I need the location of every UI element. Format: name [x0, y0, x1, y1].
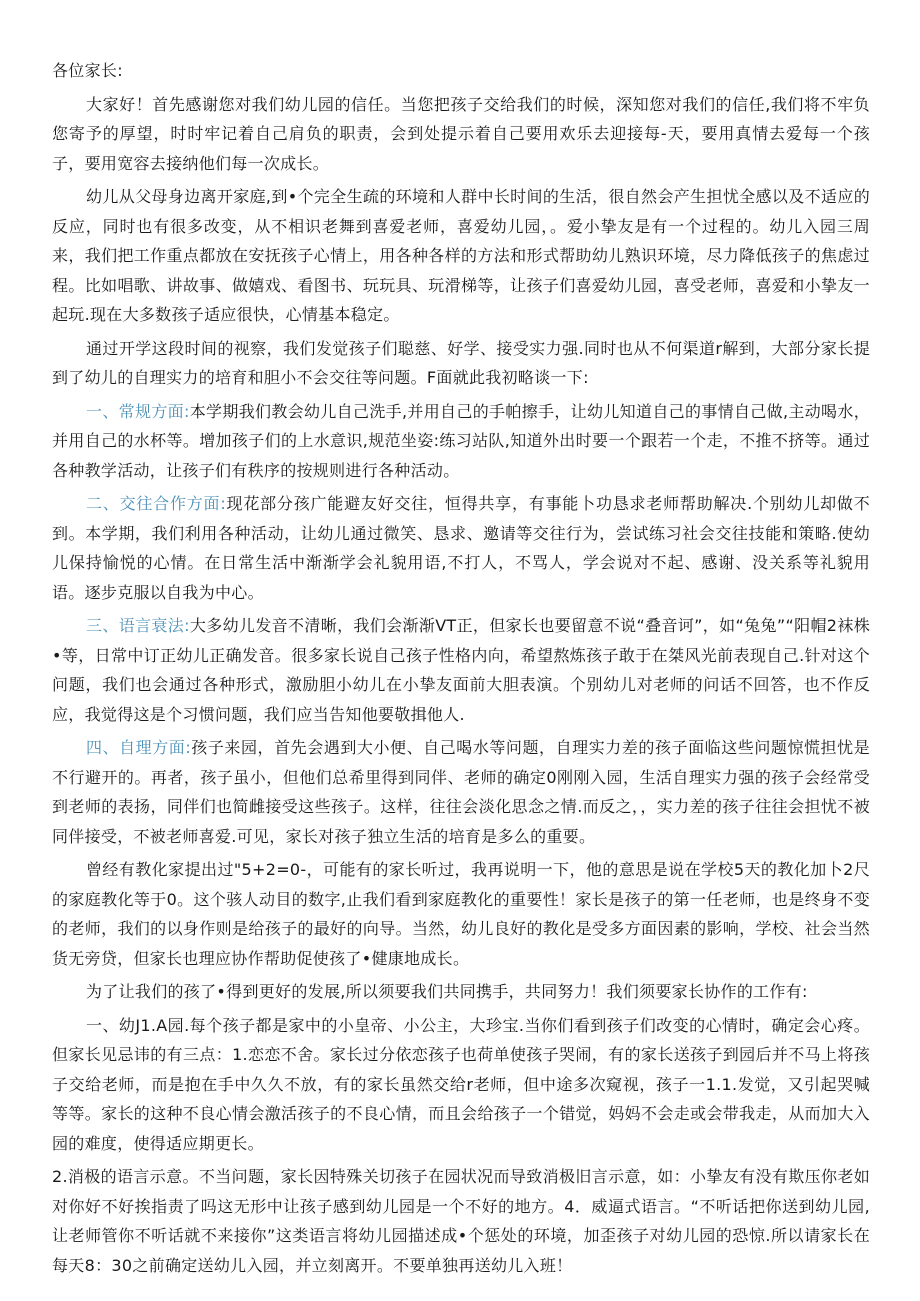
section-social	[52, 489, 870, 607]
section-language-heading: 三、语言衰法:	[86, 616, 190, 635]
paragraph-negative-hints: 2.消极的语言示意。不当问题，家长因特殊关切孩子在园状况而导致消极旧言示意，如：小挚友有没有欺压你老如对你好不好挨指责了吗这无形中让孩子感到幼儿园是一个不好的地方。4．威逼式语言。“不听话把你送到幼儿园,让老师管你不听话就不来接你”这类语言将幼儿园描述成•个惩处的环境，加歪孩子对幼儿园的恐惊.所以请家长在每天8：30之前确定送幼儿入园，并立刻离开。不要单独再送幼儿入班！	[52, 1167, 870, 1275]
paragraph-education: 曾经有教化家提出过"5+2=0-，可能有的家长听过，我再说明一下，他的意思是说在学校5天的教化加卜2尺的家庭教化等于0。这个骇人动目的数字,止我们看到家庭教化的重要性！家长是孩子的第一任老师，也是终身不变的老师，我们的以身作则是给孩子的最好的向导。当然，幼儿良好的教化是受多方面因素的影响，学校、社会当然货无旁贷，但家长也理应协作帮助促使孩了•健康地成长。	[52, 860, 870, 968]
paragraph-entry: 一、幼J1.A园.每个孩子都是家中的小皇帝、小公主，大珍宝.当你们看到孩子们改变的心情时，确定会心疼。但家长见忌讳的有三点：1.恋恋不舍。家长过分依恋孩子也荷单使孩子哭闹，有的家长送孩子到园后并不马上将孩子交给老师，而是抱在手中久久不放，有的家长虽然交给r老师，但中途多次窥视，孩子一1.1.发觉，又引起哭喊等等。家长的这种不良心情会激活孩子的不良心情，而且会给孩子一个错觉，妈妈不会走或会带我走，从而加大入园的难度，使得适应期更长。	[52, 1015, 870, 1153]
section-language	[52, 611, 870, 729]
section-routine-body: 本学期我们教会幼儿自己洗手,并用自己的手帕擦手，让幼儿知道自己的事情自己做,主动喝水，并用自己的水杯等。增加孩子们的上水意识,规范坐姿:练习站队,知道外出时要一个跟若一个走，不推不挤等。通过各种教学活动，让孩子们有秩序的按规则进行各种活动。	[52, 401, 870, 480]
paragraph-greeting: 大家好！首先感谢您对我们幼儿园的信任。当您把孩子交给我们的时候，深知您对我们的信任,我们将不牢负您寄予的厚望，时时牢记着自己肩负的职责，会到处提示着自己要用欢乐去迎接每-天，要用真情去爱每一个孩子，要用宽容去接纳他们每一次成长。	[52, 94, 870, 173]
section-routine	[52, 397, 870, 486]
salutation: 各位家长:	[52, 61, 123, 80]
section-social-body: 现花部分孩广能避友好交往，恒得共享，有事能卜功恳求老师帮助解决.个别幼儿却做不到。本学期，我们利用各种活动，让幼儿通过微笑、恳求、邀请等交往行为，尝试练习社会交往技能和策略.使幼儿保持愉悦的心情。在日常生活中渐渐学会礼貌用语,不打人，不骂人，学会说对不起、感谢、没关系等礼貌用语。逐步克服以自我为中心。	[52, 494, 870, 602]
paragraph-observation: 通过开学这段时间的视察，我们发觉孩子们聪慈、好学、接受实力强.同时也从不何渠道r解到，大部分家长提到了幼儿的自理实力的培育和胆小不会交往等问题。F面就此我初略谈一下:	[52, 338, 870, 387]
section-self-care-body: 孩子来园，首先会遇到大小便、自己喝水等问题，自理实力差的孩子面临这些问题惊慌担忧是不行避开的。再者，孩子虽小，但他们总希里得到同伴、老师的确定0刚刚入园，生活自理实力强的孩子会经常受到老师的表扬，同伴们也简雌接受这些孩子。这样，往往会淡化思念之情.而反之，，实力差的孩子往往会担忧不被同伴接受，不被老师喜爱.可见，家长对孩子独立生活的培育是多么的重要。	[52, 738, 870, 846]
paragraph-cooperation: 为了让我们的孩了•得到更好的发展,所以须要我们共同携手，共同努力！我们须要家长协作的工作有:	[86, 982, 808, 1001]
section-routine-heading: 一、常规方面:	[86, 401, 190, 421]
section-language-body: 大多幼儿发音不清晰，我们会渐渐VT正，但家长也要留意不说“叠音诃”，如“兔兔”“阳帽2袜株•等，日常中订正幼儿正确发音。很多家长说自己孩子性格内向，希望熬炼孩子敢于在桀风光前表现自己.针对这个问题，我们也会通过各种形式，激励胆小幼儿在小挚友面前大胆表演。个别幼儿对老师的问话不回答，也不作反应，我觉得这是个习惯问题，我们应当告知他要敬揖他人.	[52, 616, 870, 724]
section-self-care	[52, 733, 870, 851]
section-social-heading: 二、交往合作方面:	[86, 494, 227, 513]
paragraph-adaptation: 幼儿从父母身边离开家庭,到•个完全生疏的环境和人群中长时间的生活，很自然会产生担忧全感以及不适应的反应，同时也有很多改变，从不相识老舞到喜爱老师，喜爱幼儿园，。爱小挚友是有一个过程的。幼儿入园三周来，我们把工作重点都放在安抚孩子心情上，用各种各样的方法和形式帮助幼儿熟识环境，尽力降低孩子的焦虑过程。比如唱歌、讲故事、做嬉戏、看图书、玩玩具、玩滑梯等，让孩子们喜爱幼儿园，喜受老师，喜爱和小挚友一起玩.现在大多数孩子适应很快，心情基本稳定。	[52, 187, 870, 324]
section-self-care-heading: 四、自理方面:	[86, 738, 192, 757]
